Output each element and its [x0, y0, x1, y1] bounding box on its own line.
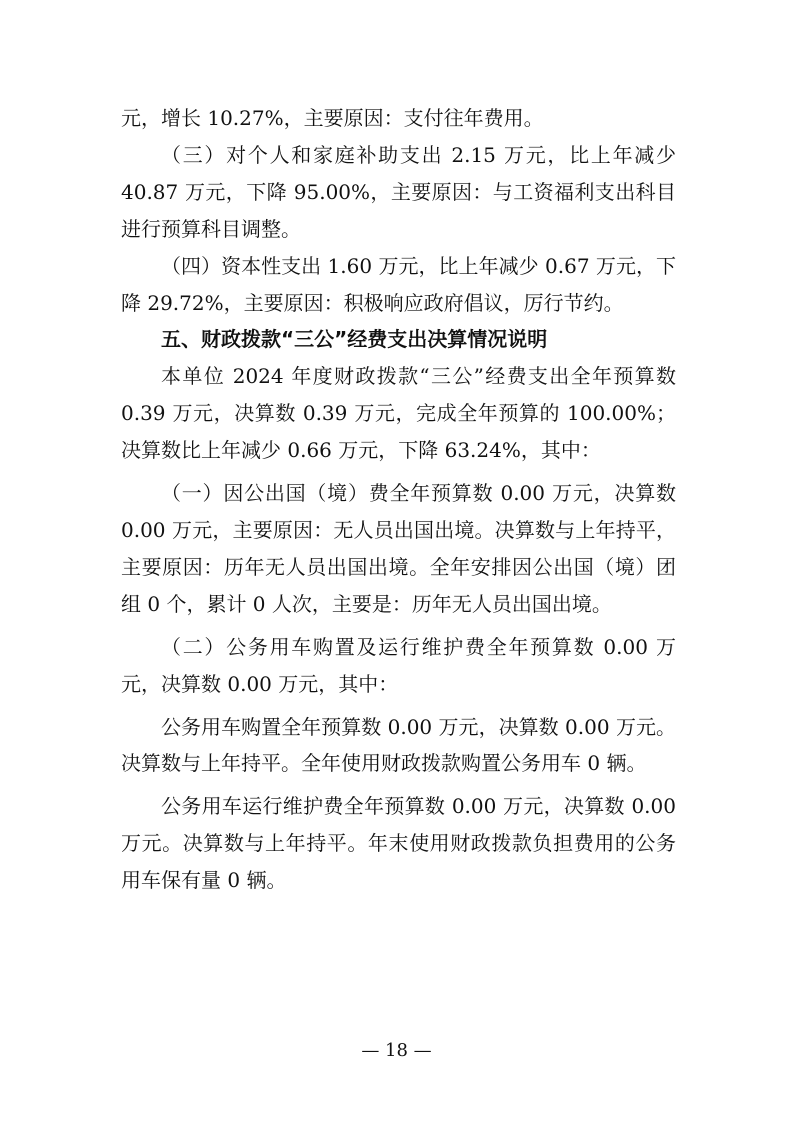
paragraph-capital-expenditure: （四）资本性支出 1.60 万元，比上年减少 0.67 万元，下降 29.72%，主要原因：积极响应政府倡议，厉行节约。 [121, 253, 676, 315]
page-number: — 18 — [361, 1040, 432, 1061]
document-body [121, 100, 676, 899]
paragraph-vehicle-total: （二）公务用车购置及运行维护费全年预算数 0.00 万元，决算数 0.00 万元，其中： [121, 634, 676, 696]
paragraph-family-subsidy: （三）对个人和家庭补助支出 2.15 万元，比上年减少 40.87 万元，下降 95.00%，主要原因：与工资福利支出科目进行预算科目调整。 [121, 142, 676, 241]
paragraph-three-public-summary: 本单位 2024 年度财政拨款“三公”经费支出全年预算数 0.39 万元，决算数 0.39 万元，完成全年预算的 100.00%；决算数比上年减少 0.66 万元，下降 63.24%，其中： [121, 364, 676, 463]
paragraph-vehicle-operation: 公务用车运行维护费全年预算数 0.00 万元，决算数 0.00 万元。决算数与上年持平。年末使用财政拨款负担费用的公务用车保有量 0 辆。 [121, 794, 676, 893]
paragraph-continued-growth: 元，增长 10.27%，主要原因：支付往年费用。 [121, 106, 544, 130]
paragraph-vehicle-purchase: 公务用车购置全年预算数 0.00 万元，决算数 0.00 万元。决算数与上年持平。全年使用财政拨款购置公务用车 0 辆。 [121, 714, 676, 776]
paragraph-overseas-travel: （一）因公出国（境）费全年预算数 0.00 万元，决算数 0.00 万元，主要原因：无人员出国出境。决算数与上年持平，主要原因：历年无人员出国出境。全年安排因公出国（境）团组 0 个，累计 0 人次，主要是：历年无人员出国出境。 [121, 481, 676, 616]
section-five-heading: 五、财政拨款“三公”经费支出决算情况说明 [161, 327, 548, 352]
